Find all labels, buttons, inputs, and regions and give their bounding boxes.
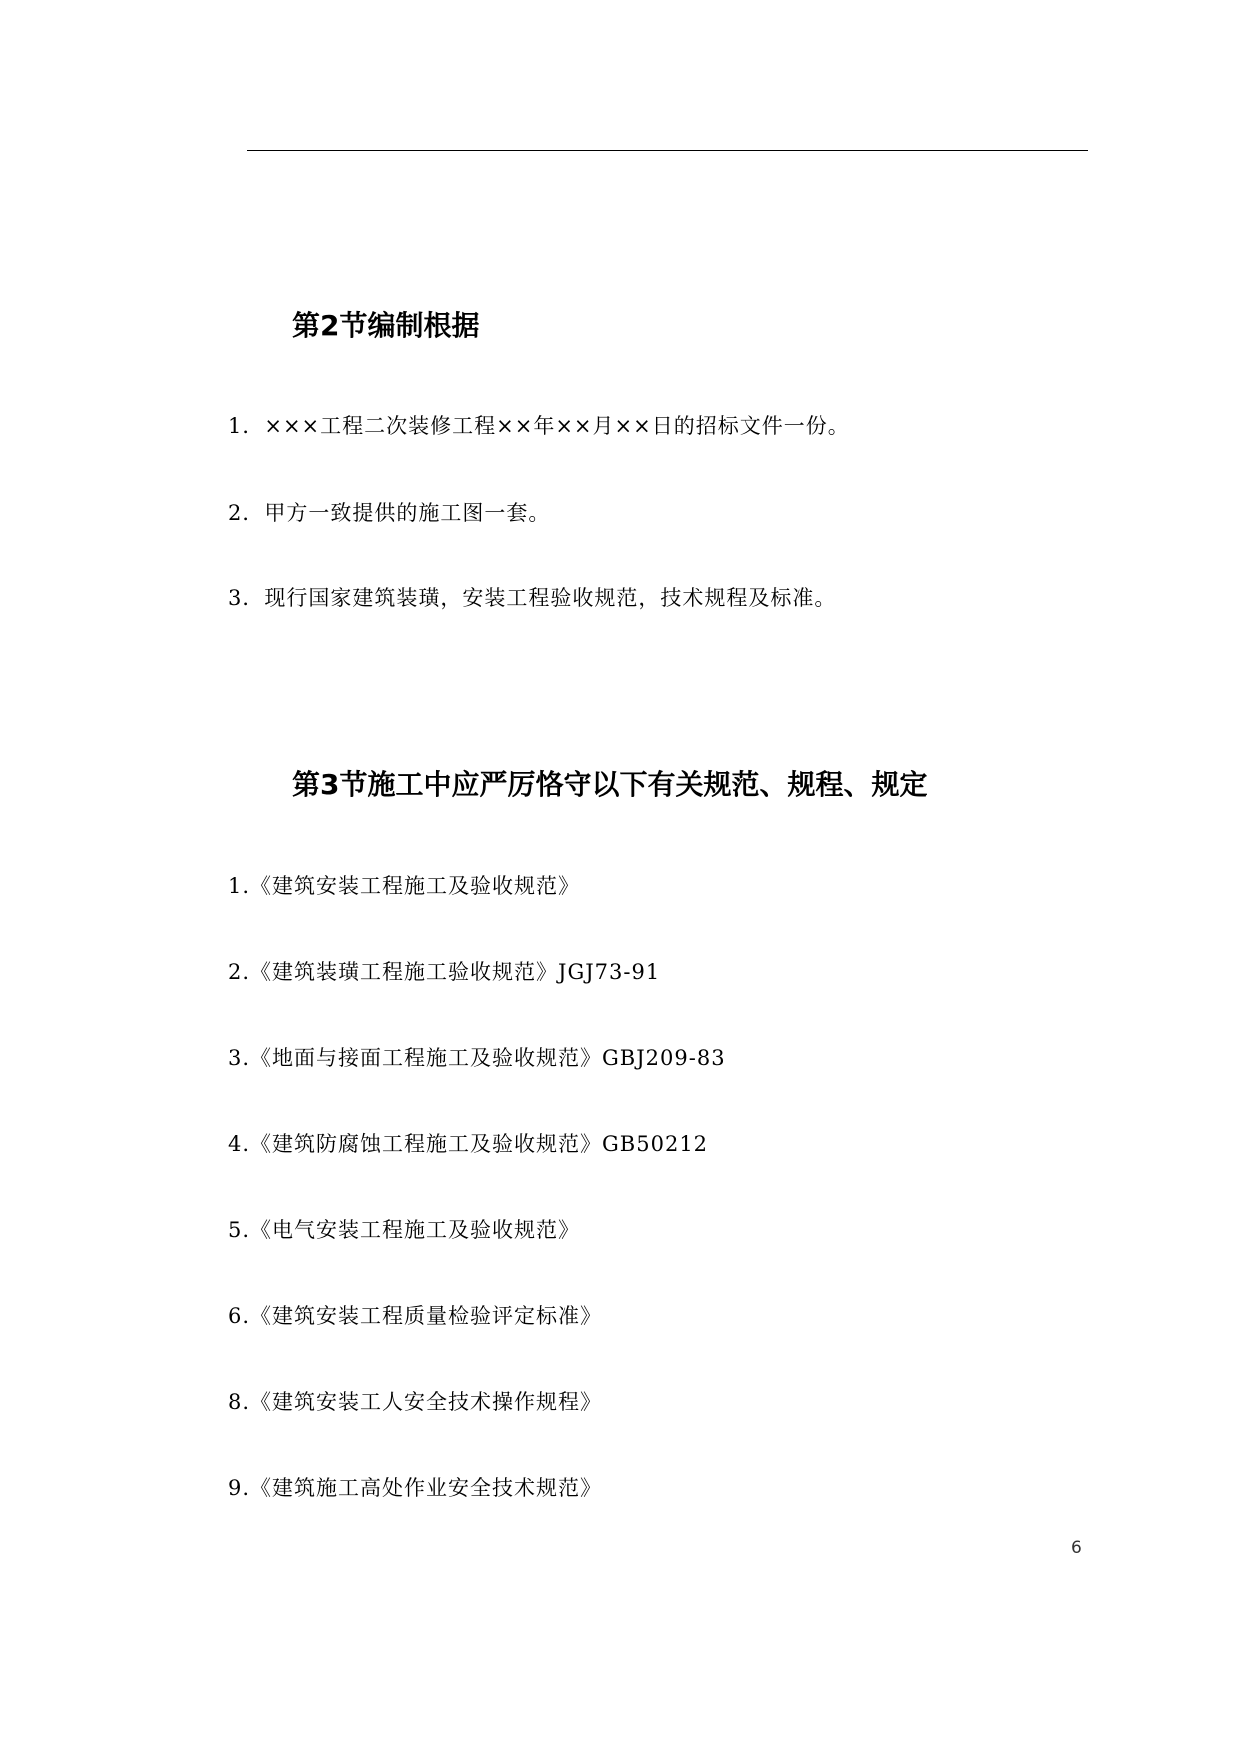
- section-2-heading: 第2节编制根据: [292, 309, 480, 342]
- section-3-item-1: 1.《建筑安装工程施工及验收规范》: [228, 874, 581, 898]
- section-3-heading: 第3节施工中应严厉恪守以下有关规范、规程、规定: [292, 768, 928, 801]
- section-3-item-4: 4.《建筑防腐蚀工程施工及验收规范》GB50212: [228, 1132, 709, 1156]
- section-2-item-2: 2．甲方一致提供的施工图一套。: [228, 501, 551, 525]
- section-3-item-2: 2.《建筑装璜工程施工验收规范》JGJ73-91: [228, 960, 661, 984]
- section-3-item-8: 8.《建筑安装工人安全技术操作规程》: [228, 1390, 603, 1414]
- section-3-item-5: 5.《电气安装工程施工及验收规范》: [228, 1218, 581, 1242]
- page-number: 6: [1071, 1538, 1082, 1558]
- section-2-item-1: 1．×××工程二次装修工程××年××月××日的招标文件一份。: [228, 414, 850, 438]
- header-rule: [247, 150, 1088, 151]
- section-3-item-9: 9.《建筑施工高处作业安全技术规范》: [228, 1476, 603, 1500]
- section-2-item-3: 3．现行国家建筑装璜，安装工程验收规范，技术规程及标准。: [228, 586, 837, 610]
- section-3-item-6: 6.《建筑安装工程质量检验评定标准》: [228, 1304, 603, 1328]
- section-3-item-3: 3.《地面与接面工程施工及验收规范》GBJ209-83: [228, 1046, 726, 1070]
